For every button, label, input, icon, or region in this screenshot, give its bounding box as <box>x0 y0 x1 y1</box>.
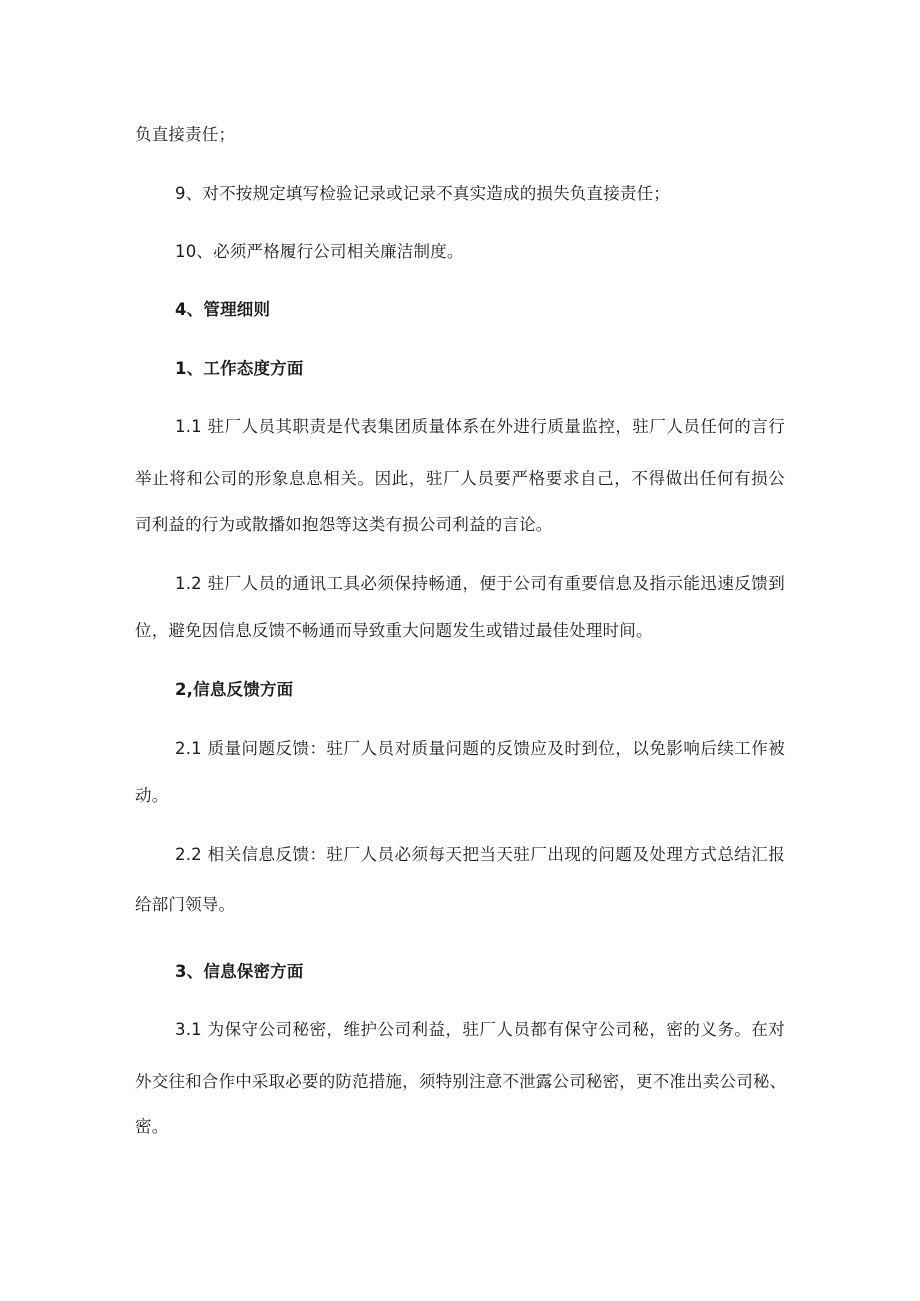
text-line: 10、必须严格履行公司相关廉洁制度。 <box>175 242 464 261</box>
text-line: 司利益的行为或散播如抱怨等这类有损公司利益的言论。 <box>135 515 553 534</box>
text-line: 1.1 驻厂人员其职责是代表集团质量体系在外进行质量监控，驻厂人员任何的言行 <box>175 417 785 436</box>
text-line: 1.2 驻厂人员的通讯工具必须保持畅通，便于公司有重要信息及指示能迅速反馈到 <box>175 574 785 593</box>
section-heading: 4、管理细则 <box>175 300 271 319</box>
text-line: 动。 <box>135 786 169 805</box>
text-line: 举止将和公司的形象息息相关。因此，驻厂人员要严格要求自己，不得做出任何有损公 <box>135 469 785 488</box>
text-line: 3.1 为保守公司秘密，维护公司利益，驻厂人员都有保守公司秘，密的义务。在对 <box>175 1020 785 1039</box>
text-line: 位，避免因信息反馈不畅通而导致重大问题发生或错过最佳处理时间。 <box>135 621 653 640</box>
text-line: 2.1 质量问题反馈：驻厂人员对质量问题的反馈应及时到位，以免影响后续工作被 <box>175 739 785 758</box>
section-heading: 2,信息反馈方面 <box>175 680 294 699</box>
text-line: 密。 <box>135 1117 169 1136</box>
section-heading: 1、工作态度方面 <box>175 359 304 378</box>
text-line: 外交往和合作中采取必要的防范措施，须特别注意不泄露公司秘密，更不准出卖公司秘、 <box>135 1072 787 1091</box>
text-line: 给部门领导。 <box>135 895 236 914</box>
section-heading: 3、信息保密方面 <box>175 962 304 981</box>
text-line: 9、对不按规定填写检验记录或记录不真实造成的损失负直接责任； <box>175 184 670 203</box>
text-line: 2.2 相关信息反馈：驻厂人员必须每天把当天驻厂出现的问题及处理方式总结汇报 <box>175 845 785 864</box>
text-line: 负直接责任； <box>135 125 236 144</box>
